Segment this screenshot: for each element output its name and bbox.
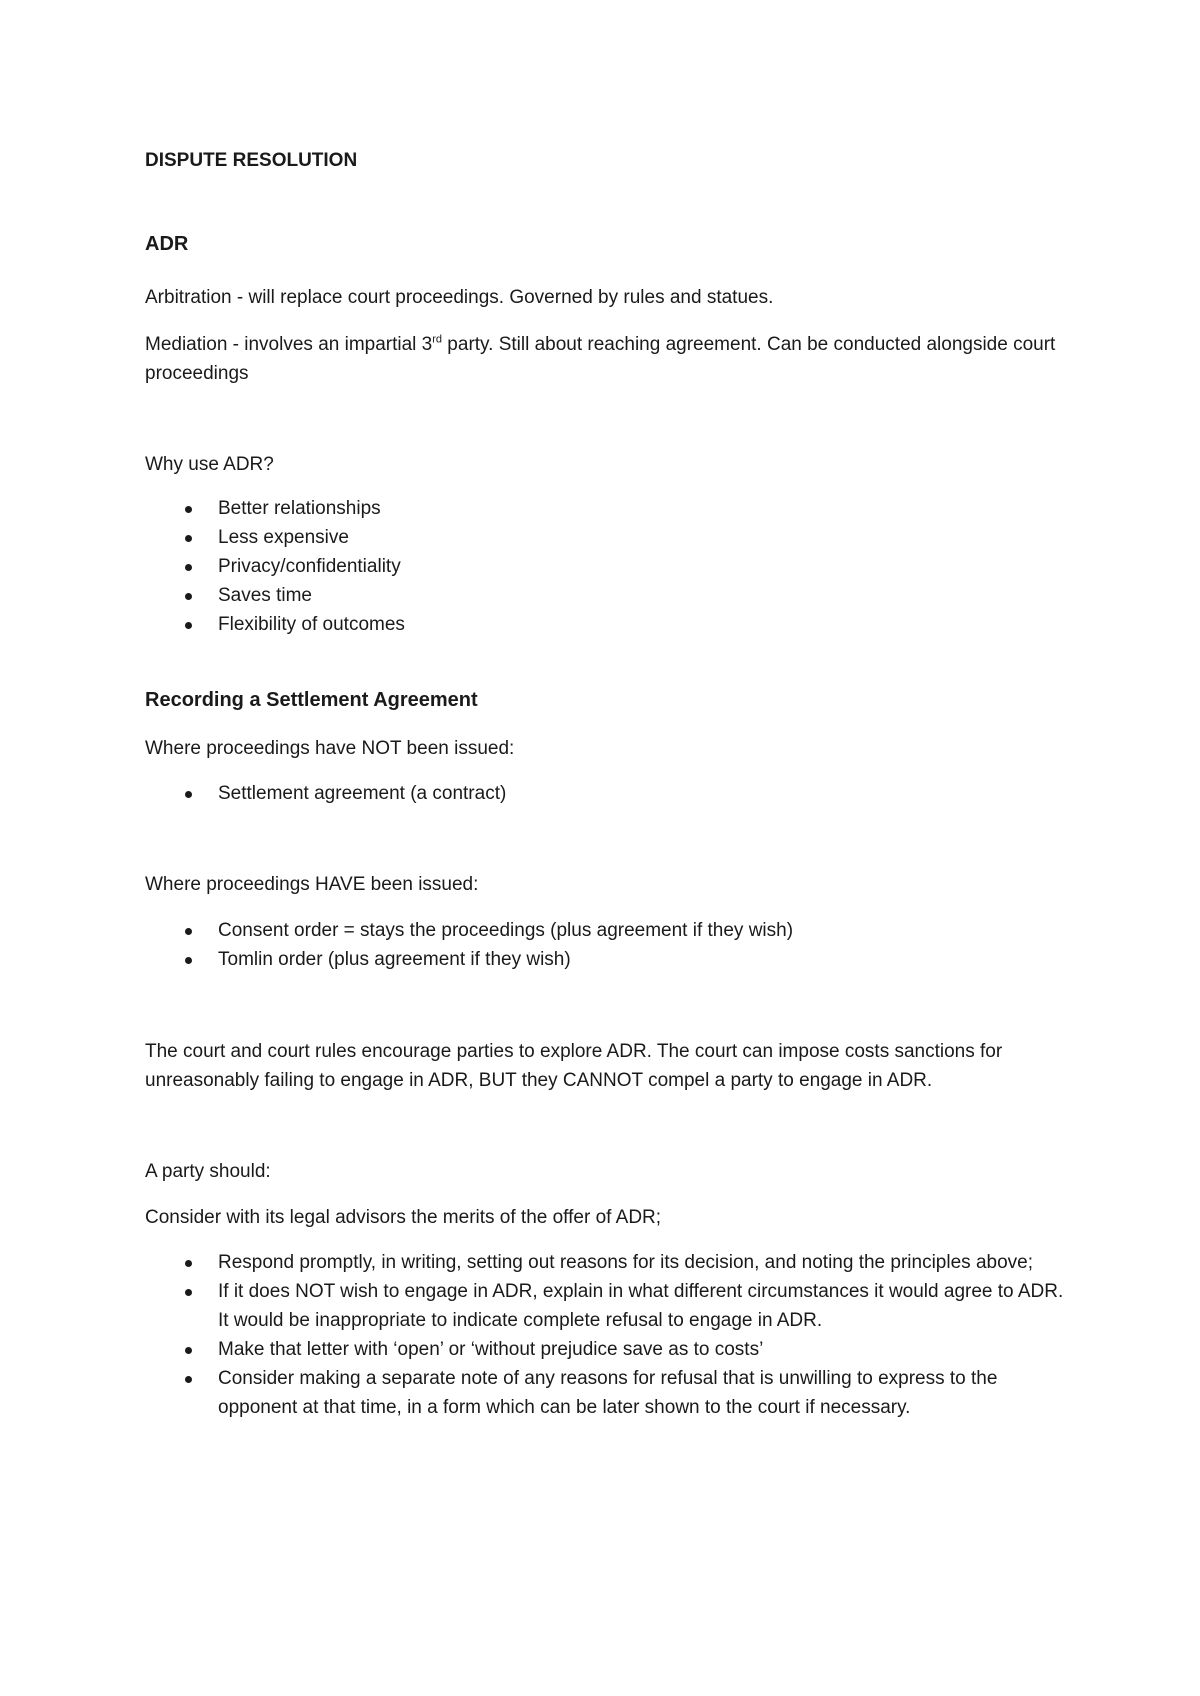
why-use-adr-label: Why use ADR?	[145, 454, 274, 475]
bullet-icon	[185, 1260, 192, 1267]
bullet-icon	[185, 564, 192, 571]
list-item: Settlement agreement (a contract)	[145, 779, 1075, 808]
list-item: Consider making a separate note of any reasons for refusal that is unwilling to express to the opponent at that time, in a form which can be later shown to the court if necessary.	[145, 1364, 1075, 1422]
bullet-icon	[185, 928, 192, 935]
party-should-label: A party should:	[145, 1161, 271, 1182]
issued-intro: Where proceedings HAVE been issued:	[145, 874, 479, 895]
issued-list	[145, 916, 1075, 974]
settlement-heading: Recording a Settlement Agreement	[145, 689, 478, 711]
bullet-icon	[185, 1289, 192, 1296]
mediation-paragraph	[145, 330, 1075, 388]
adr-benefits-list	[145, 494, 1075, 639]
bullet-icon	[185, 506, 192, 513]
mediation-text-end: party. Still about reaching agreement. Can be conducted alongside court proceedings	[145, 334, 1056, 384]
bullet-icon	[185, 791, 192, 798]
list-item: Privacy/confidentiality	[145, 552, 1075, 581]
list-item: Better relationships	[145, 494, 1075, 523]
list-item: Make that letter with ‘open’ or ‘without prejudice save as to costs’	[145, 1335, 1075, 1364]
list-item: Less expensive	[145, 523, 1075, 552]
adr-heading: ADR	[145, 233, 189, 255]
consider-line: Consider with its legal advisors the merits of the offer of ADR;	[145, 1207, 662, 1228]
list-item: Flexibility of outcomes	[145, 610, 1075, 639]
mediation-superscript: rd	[432, 333, 443, 346]
list-item: Respond promptly, in writing, setting out reasons for its decision, and noting the principles above;	[145, 1248, 1075, 1277]
list-item: Saves time	[145, 581, 1075, 610]
bullet-icon	[185, 593, 192, 600]
bullet-icon	[185, 957, 192, 964]
mediation-text-start: Mediation - involves an impartial 3	[145, 334, 433, 355]
court-paragraph: The court and court rules encourage parties to explore ADR. The court can impose costs sanctions for unreasonably failing to engage in ADR, BUT they CANNOT compel a party to engage in ADR.	[145, 1041, 1003, 1091]
list-item: If it does NOT wish to engage in ADR, explain in what different circumstances it would agree to ADR. It would be inappropriate to indicate complete refusal to engage in ADR.	[145, 1277, 1075, 1335]
not-issued-intro: Where proceedings have NOT been issued:	[145, 738, 515, 759]
bullet-icon	[185, 622, 192, 629]
arbitration-paragraph: Arbitration - will replace court proceedings. Governed by rules and statues.	[145, 287, 774, 308]
document-title: DISPUTE RESOLUTION	[145, 150, 358, 171]
list-item: Tomlin order (plus agreement if they wish)	[145, 945, 1075, 974]
bullet-icon	[185, 535, 192, 542]
bullet-icon	[185, 1376, 192, 1383]
party-actions-list	[145, 1248, 1075, 1422]
bullet-icon	[185, 1347, 192, 1354]
not-issued-list	[145, 779, 1075, 808]
list-item: Consent order = stays the proceedings (plus agreement if they wish)	[145, 916, 1075, 945]
